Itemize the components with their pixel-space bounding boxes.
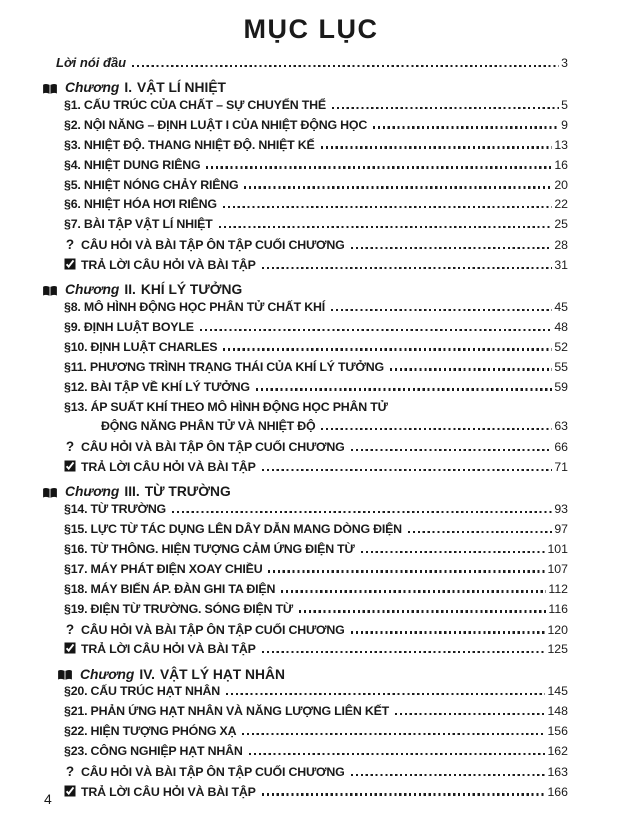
dot-leader xyxy=(262,793,546,795)
entry-page-number: 63 xyxy=(554,419,568,434)
entry-label: §2. NỘI NĂNG – ĐỊNH LUẬT I CỦA NHIỆT ĐỘNG HỌC xyxy=(64,117,368,132)
entry-page-number: 120 xyxy=(547,622,568,637)
chapter-title: VẬT LÝ HẠT NHÂN xyxy=(159,666,285,682)
entry-label: §22. HIỆN TƯỢNG PHÓNG XẠ xyxy=(64,724,237,739)
chapter-heading xyxy=(42,280,568,301)
preface-page-number: 3 xyxy=(561,56,568,70)
toc-entry xyxy=(64,158,568,178)
entry-label: §19. ĐIỆN TỪ TRƯỜNG. SÓNG ĐIỆN TỪ xyxy=(64,601,293,616)
book-icon xyxy=(42,83,58,95)
chapter-list xyxy=(42,77,568,803)
toc-entry xyxy=(64,380,568,400)
entry-page-number: 93 xyxy=(554,502,568,517)
chapter-title: TỪ TRƯỜNG xyxy=(144,484,231,500)
entry-label: §13. ÁP SUẤT KHÍ THEO MÔ HÌNH ĐỘNG HỌC PHÂN TỬ xyxy=(64,399,388,414)
entry-page-number: 9 xyxy=(561,117,568,132)
entry-page-number: 5 xyxy=(561,97,568,112)
entry-label: §14. TỪ TRƯỜNG xyxy=(64,502,167,517)
dot-leader xyxy=(390,368,552,370)
dot-leader xyxy=(200,329,553,331)
question-mark-icon: ? xyxy=(65,763,75,779)
toc-entry-continuation xyxy=(101,419,568,439)
entry-label: §5. NHIỆT NÓNG CHẢY RIÊNG xyxy=(64,177,239,192)
toc-entry xyxy=(64,459,568,479)
entry-label: §12. BÀI TẬP VỀ KHÍ LÝ TƯỞNG xyxy=(64,379,250,394)
dot-leader xyxy=(242,733,545,735)
dot-leader xyxy=(408,531,552,533)
entry-page-number: 162 xyxy=(547,744,568,759)
entry-label: §23. CÔNG NGHIỆP HẠT NHÂN xyxy=(64,744,243,759)
entry-page-number: 125 xyxy=(547,642,568,657)
dot-leader xyxy=(223,206,552,208)
chapter-section xyxy=(42,77,568,277)
toc-entry xyxy=(64,542,568,562)
chapter-title: VẬT LÍ NHIỆT xyxy=(137,80,226,96)
question-mark-icon: ? xyxy=(65,237,75,253)
dot-leader xyxy=(351,774,546,776)
toc-entry xyxy=(64,764,568,784)
entry-page-number: 97 xyxy=(554,522,568,537)
chapter-numeral: II. xyxy=(124,282,136,298)
toc-entry xyxy=(64,237,568,257)
toc-entry xyxy=(64,360,568,380)
toc-entry xyxy=(64,217,568,237)
entry-page-number: 101 xyxy=(547,541,568,556)
entry-label: §6. NHIỆT HÓA HƠI RIÊNG xyxy=(64,197,217,212)
entry-page-number: 25 xyxy=(554,217,568,232)
dot-leader xyxy=(249,753,546,755)
toc-entry xyxy=(64,400,568,420)
entry-page-number: 163 xyxy=(547,764,568,779)
entry-page-number: 156 xyxy=(547,724,568,739)
entry-page-number: 112 xyxy=(548,581,568,596)
entry-page-number: 20 xyxy=(554,177,568,192)
toc-entry xyxy=(64,784,568,804)
dot-leader xyxy=(351,631,546,633)
toc-entry xyxy=(64,439,568,459)
entry-label: CÂU HỎI VÀ BÀI TẬP ÔN TẬP CUỐI CHƯƠNG xyxy=(81,764,345,779)
dot-leader xyxy=(268,570,545,572)
toc-entry xyxy=(64,562,568,582)
entry-page-number: 166 xyxy=(547,784,568,799)
dot-leader xyxy=(395,713,545,715)
entry-label: CÂU HỎI VÀ BÀI TẬP ÔN TẬP CUỐI CHƯƠNG xyxy=(81,622,345,637)
entry-page-number: 66 xyxy=(554,440,568,455)
entry-label: §20. CẤU TRÚC HẠT NHÂN xyxy=(64,684,221,699)
entry-label: §10. ĐỊNH LUẬT CHARLES xyxy=(64,339,218,354)
dot-leader xyxy=(332,107,559,109)
chapter-section xyxy=(42,482,568,662)
dot-leader xyxy=(361,551,546,553)
preface-entry xyxy=(56,55,568,75)
dot-leader xyxy=(351,247,553,249)
entry-page-number: 71 xyxy=(554,460,568,475)
toc-entry xyxy=(64,178,568,198)
entry-label: CÂU HỎI VÀ BÀI TẬP ÔN TẬP CUỐI CHƯƠNG xyxy=(81,238,345,253)
book-icon xyxy=(42,487,58,499)
entry-label: §4. NHIỆT DUNG RIÊNG xyxy=(64,157,201,172)
toc-entry xyxy=(64,138,568,158)
entry-label: TRẢ LỜI CÂU HỎI VÀ BÀI TẬP xyxy=(81,784,256,799)
entry-page-number: 107 xyxy=(547,561,568,576)
dot-leader xyxy=(219,226,553,228)
dot-leader xyxy=(244,186,552,188)
toc-entry xyxy=(64,118,568,138)
chapter-word: Chương xyxy=(65,282,120,298)
entry-page-number: 22 xyxy=(554,197,568,212)
checked-checkbox-icon xyxy=(64,642,76,654)
dot-leader xyxy=(172,511,552,513)
entry-label: §17. MÁY PHÁT ĐIỆN XOAY CHIỀU xyxy=(64,561,263,576)
entry-label: §15. LỰC TỪ TÁC DỤNG LÊN DÂY DẪN MANG DÒNG ĐIỆN xyxy=(64,522,402,537)
toc-entry xyxy=(64,522,568,542)
toc-entry xyxy=(64,98,568,118)
toc-entry xyxy=(64,502,568,522)
checked-checkbox-icon xyxy=(64,785,76,797)
page-title: MỤC LỤC xyxy=(243,14,379,44)
preface-label: Lời nói đầu xyxy=(56,55,127,70)
entry-page-number: 52 xyxy=(554,339,568,354)
toc-entry xyxy=(64,602,568,622)
entry-label: §1. CẤU TRÚC CỦA CHẤT – SỰ CHUYỂN THỂ xyxy=(64,97,326,112)
dot-leader xyxy=(262,469,553,471)
toc-entry xyxy=(64,320,568,340)
chapter-section xyxy=(42,664,568,804)
chapter-heading xyxy=(42,77,568,98)
entry-label: §11. PHƯƠNG TRÌNH TRẠNG THÁI CỦA KHÍ LÝ TƯỞNG xyxy=(64,359,384,374)
entry-label: TRẢ LỜI CÂU HỎI VÀ BÀI TẬP xyxy=(81,258,256,273)
dot-leader xyxy=(321,428,552,430)
entry-label: §21. PHẢN ỨNG HẠT NHÂN VÀ NĂNG LƯỢNG LIÊN KẾT xyxy=(64,704,390,719)
entry-page-number: 31 xyxy=(554,258,568,273)
toc-entry xyxy=(64,684,568,704)
dot-leader xyxy=(262,267,553,269)
dot-leader xyxy=(226,693,545,695)
dot-leader xyxy=(373,126,559,128)
toc-entry xyxy=(64,744,568,764)
chapter-word: Chương xyxy=(65,484,120,500)
checked-checkbox-icon xyxy=(64,460,76,472)
book-icon xyxy=(42,285,58,297)
entry-page-number: 116 xyxy=(548,601,568,616)
entry-page-number: 13 xyxy=(554,137,568,152)
entry-label: §16. TỪ THÔNG. HIỆN TƯỢNG CẢM ỨNG ĐIỆN TỪ xyxy=(64,541,355,556)
chapter-section xyxy=(42,280,568,480)
dot-leader xyxy=(331,309,552,311)
question-mark-icon: ? xyxy=(65,621,75,637)
entry-page-number: 45 xyxy=(554,300,568,315)
entry-label: §7. BÀI TẬP VẬT LÍ NHIỆT xyxy=(64,217,213,232)
chapter-heading xyxy=(57,664,568,685)
entry-page-number: 55 xyxy=(554,359,568,374)
entry-label: §9. ĐỊNH LUẬT BOYLE xyxy=(64,319,194,334)
chapter-numeral: IV. xyxy=(139,666,155,682)
chapter-title: KHÍ LÝ TƯỞNG xyxy=(140,282,243,298)
checked-checkbox-icon xyxy=(64,258,76,270)
dot-leader xyxy=(223,348,552,350)
entry-page-number: 28 xyxy=(554,238,568,253)
entry-page-number: 48 xyxy=(554,319,568,334)
toc-content xyxy=(42,55,568,804)
dot-leader xyxy=(206,166,552,168)
chapter-numeral: I. xyxy=(124,80,133,96)
book-icon xyxy=(57,669,73,681)
dot-leader xyxy=(132,65,559,67)
dot-leader xyxy=(281,590,546,592)
question-mark-icon: ? xyxy=(65,439,75,455)
toc-entry xyxy=(64,197,568,217)
entry-page-number: 148 xyxy=(547,704,568,719)
entry-label: CÂU HỎI VÀ BÀI TẬP ÔN TẬP CUỐI CHƯƠNG xyxy=(81,440,345,455)
entry-label: TRẢ LỜI CÂU HỎI VÀ BÀI TẬP xyxy=(81,642,256,657)
toc-entry xyxy=(64,622,568,642)
toc-entry xyxy=(64,704,568,724)
toc-entry xyxy=(64,582,568,602)
chapter-heading xyxy=(42,482,568,503)
dot-leader xyxy=(299,610,546,612)
toc-entry xyxy=(64,641,568,661)
toc-entry xyxy=(64,257,568,277)
entry-label: §3. NHIỆT ĐỘ. THANG NHIỆT ĐỘ. NHIỆT KẾ xyxy=(64,137,315,152)
chapter-word: Chương xyxy=(65,80,120,96)
toc-entry xyxy=(64,300,568,320)
dot-leader xyxy=(256,388,553,390)
toc-entry xyxy=(64,724,568,744)
chapter-numeral: III. xyxy=(124,484,140,500)
entry-label: §18. MÁY BIẾN ÁP. ĐÀN GHI TA ĐIỆN xyxy=(64,581,276,596)
entry-page-number: 59 xyxy=(554,379,568,394)
dot-leader xyxy=(351,449,553,451)
entry-page-number: 16 xyxy=(554,157,568,172)
dot-leader xyxy=(262,651,546,653)
dot-leader xyxy=(321,146,553,148)
footer-page-number: 4 xyxy=(44,791,52,807)
toc-entry xyxy=(64,340,568,360)
entry-label: §8. MÔ HÌNH ĐỘNG HỌC PHÂN TỬ CHẤT KHÍ xyxy=(64,300,326,315)
entry-label: ĐỘNG NĂNG PHÂN TỬ VÀ NHIỆT ĐỘ xyxy=(101,419,316,434)
entry-page-number: 145 xyxy=(547,684,568,699)
entry-label: TRẢ LỜI CÂU HỎI VÀ BÀI TẬP xyxy=(81,460,256,475)
chapter-word: Chương xyxy=(80,666,135,682)
